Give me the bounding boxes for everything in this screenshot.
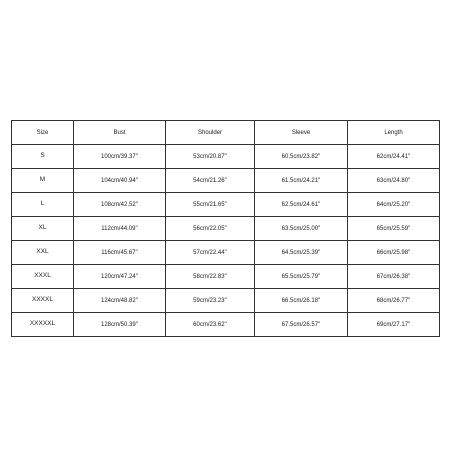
bust-cell: 128cm/50.39'' bbox=[74, 313, 166, 337]
bust-cell: 116cm/45.67'' bbox=[74, 241, 166, 265]
sleeve-cell: 61.5cm/24.21'' bbox=[255, 169, 348, 193]
length-cell: 63cm/24.80'' bbox=[348, 169, 440, 193]
bust-cell: 108cm/42.52'' bbox=[74, 193, 166, 217]
length-cell: 69cm/27.17'' bbox=[348, 313, 440, 337]
length-cell: 65cm/25.59'' bbox=[348, 217, 440, 241]
header-sleeve: Sleeve bbox=[255, 121, 348, 145]
size-cell: XXL bbox=[12, 241, 74, 265]
bust-cell: 112cm/44.09'' bbox=[74, 217, 166, 241]
shoulder-cell: 59cm/23.23'' bbox=[166, 289, 255, 313]
header-bust: Bust bbox=[74, 121, 166, 145]
size-cell: M bbox=[12, 169, 74, 193]
bust-cell: 100cm/39.37'' bbox=[74, 145, 166, 169]
bust-cell: 120cm/47.24'' bbox=[74, 265, 166, 289]
size-cell: XXXXL bbox=[12, 289, 74, 313]
size-cell: XL bbox=[12, 217, 74, 241]
table-row bbox=[12, 313, 440, 337]
table-row bbox=[12, 169, 440, 193]
table-row bbox=[12, 241, 440, 265]
length-cell: 66cm/25.98'' bbox=[348, 241, 440, 265]
sleeve-cell: 67.5cm/26.57'' bbox=[255, 313, 348, 337]
bust-cell: 104cm/40.94'' bbox=[74, 169, 166, 193]
size-cell: XXXXXL bbox=[12, 313, 74, 337]
shoulder-cell: 60cm/23.62'' bbox=[166, 313, 255, 337]
length-cell: 67cm/26.38'' bbox=[348, 265, 440, 289]
table-row bbox=[12, 217, 440, 241]
size-cell: S bbox=[12, 145, 74, 169]
sleeve-cell: 62.5cm/24.61'' bbox=[255, 193, 348, 217]
sleeve-cell: 66.5cm/26.18'' bbox=[255, 289, 348, 313]
bust-cell: 124cm/48.82'' bbox=[74, 289, 166, 313]
sleeve-cell: 63.5cm/25.00'' bbox=[255, 217, 348, 241]
table-row bbox=[12, 193, 440, 217]
size-cell: XXXL bbox=[12, 265, 74, 289]
header-length: Length bbox=[348, 121, 440, 145]
shoulder-cell: 56cm/22.05'' bbox=[166, 217, 255, 241]
shoulder-cell: 57cm/22.44'' bbox=[166, 241, 255, 265]
shoulder-cell: 53cm/20.87'' bbox=[166, 145, 255, 169]
table-header-row bbox=[12, 121, 440, 145]
length-cell: 62cm/24.41'' bbox=[348, 145, 440, 169]
table-row bbox=[12, 265, 440, 289]
header-shoulder: Shoulder bbox=[166, 121, 255, 145]
sleeve-cell: 65.5cm/25.79'' bbox=[255, 265, 348, 289]
table-row bbox=[12, 289, 440, 313]
length-cell: 64cm/25.20'' bbox=[348, 193, 440, 217]
header-size: Size bbox=[12, 121, 74, 145]
shoulder-cell: 55cm/21.65'' bbox=[166, 193, 255, 217]
size-cell: L bbox=[12, 193, 74, 217]
size-chart-body bbox=[12, 121, 440, 337]
shoulder-cell: 58cm/22.83'' bbox=[166, 265, 255, 289]
size-chart-table bbox=[11, 120, 440, 337]
sleeve-cell: 60.5cm/23.82'' bbox=[255, 145, 348, 169]
shoulder-cell: 54cm/21.26'' bbox=[166, 169, 255, 193]
table-row bbox=[12, 145, 440, 169]
sleeve-cell: 64.5cm/25.39'' bbox=[255, 241, 348, 265]
length-cell: 68cm/26.77'' bbox=[348, 289, 440, 313]
